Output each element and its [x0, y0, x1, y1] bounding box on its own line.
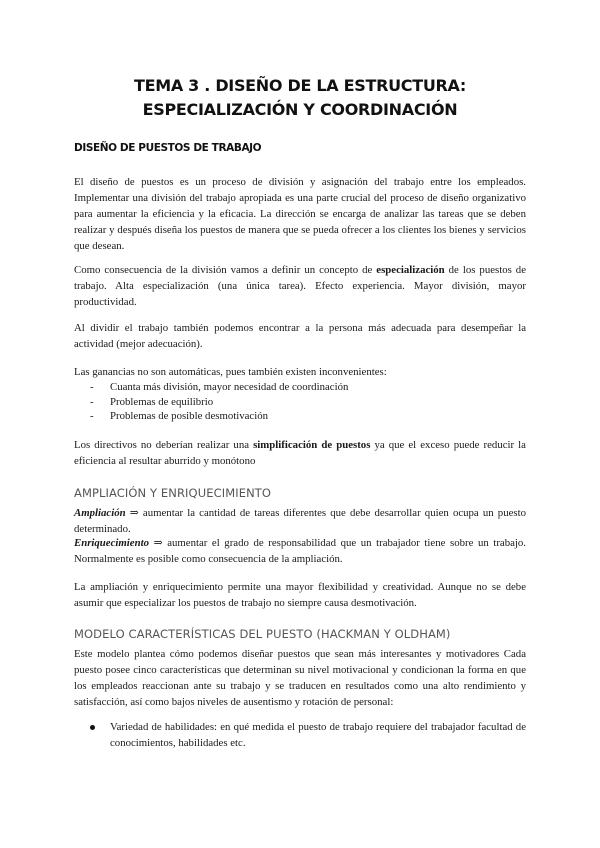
paragraph-flexibility: La ampliación y enriquecimiento permite una mayor flexibilidad y creatividad. Aunque no se debe asumir que especializar los puestos de trabajo no siempre causa desmotivación. — [74, 581, 526, 609]
paragraph-simplification — [74, 437, 526, 469]
list-dash: - — [90, 381, 94, 393]
list-dash: - — [90, 410, 94, 422]
paragraph-specialization — [74, 262, 526, 310]
definition-enlargement — [74, 505, 526, 537]
simplification-term: simplificación de puestos — [253, 439, 371, 451]
section-heading-hackman-oldham: MODELO CARACTERÍSTICAS DEL PUESTO (HACKMAN Y OLDHAM) — [74, 627, 451, 641]
section-heading-job-design: DISEÑO DE PUESTOS DE TRABAJO — [74, 142, 262, 154]
simplification-text-post: ya que el exceso puede reducir la eficiencia al resultar aburrido y monótono — [74, 439, 526, 467]
paragraph-adequacy: Al dividir el trabajo también podemos encontrar a la persona más adecuada para desempeñar la actividad (mejor adecuación). — [74, 322, 526, 350]
bullet-text: Variedad de habilidades: en qué medida el puesto de trabajo requiere del trabajador facultad de conocimientos, habilidades etc. — [110, 721, 526, 749]
list-item — [90, 395, 348, 410]
list-item-text: Problemas de equilibrio — [110, 395, 214, 408]
definition-enrichment — [74, 535, 526, 567]
list-item — [90, 409, 348, 424]
specialization-text-pre: Como consecuencia de la división vamos a definir un concepto de — [74, 264, 377, 276]
simplification-text-pre: Los directivos no deberían realizar una — [74, 439, 254, 451]
drawbacks-list — [90, 380, 348, 424]
list-item-text: Cuanta más división, mayor necesidad de coordinación — [110, 381, 349, 393]
enlargement-definition: ⇒ aumentar la cantidad de tareas diferentes que debe desarrollar quien ocupa un puesto determinado. — [74, 507, 526, 535]
specialization-text-post: de los puestos de trabajo. Alta especialización (una única tarea). Efecto experiencia. Mayor división, mayor productividad. — [74, 264, 526, 308]
paragraph-model-description: Este modelo plantea cómo podemos diseñar puestos que sean más interesantes y motivadores Cada puesto posee cinco características que determinan su nivel motivacional y condicionan la forma en que los empleados reaccionan ante su trabajo y se traducen en resultados como una alto rendimiento y satisfacción, así como bajos niveles de ausentismo y rotación de personal: — [74, 648, 526, 708]
bullet-skill-variety — [90, 719, 526, 751]
paragraph-drawbacks-intro: Las ganancias no son automáticas, pues también existen inconvenientes: — [74, 366, 387, 378]
list-dash: - — [90, 395, 94, 408]
paragraph-job-design-intro: El diseño de puestos es un proceso de división y asignación del trabajo entre los empleados. Implementar una división del trabajo apropiada es una parte crucial del proceso de diseño organizativo para aumentar la eficiencia y la eficacia. La dirección se encarga de analizar las tareas que se deben realizar y después diseña los puestos de manera que se pueda ofrecer a los clientes los bienes y servicios que desean. — [74, 176, 526, 252]
section-heading-enlargement: AMPLIACIÓN Y ENRIQUECIMIENTO — [74, 486, 272, 500]
document-title: TEMA 3 . DISEÑO DE LA ESTRUCTURA: ESPECIALIZACIÓN Y COORDINACIÓN — [133, 76, 467, 119]
bullet-dot-icon — [90, 725, 95, 730]
enrichment-term: Enriquecimiento — [74, 537, 149, 549]
list-item — [90, 380, 348, 395]
enrichment-definition: ⇒ aumentar el grado de responsabilidad que un trabajador tiene sobre un trabajo. Normalmente es posible como consecuencia de la ampliación. — [74, 537, 526, 565]
list-item-text: Problemas de posible desmotivación — [110, 410, 269, 422]
specialization-term: especialización — [376, 264, 445, 276]
enlargement-term: Ampliación — [74, 507, 126, 519]
